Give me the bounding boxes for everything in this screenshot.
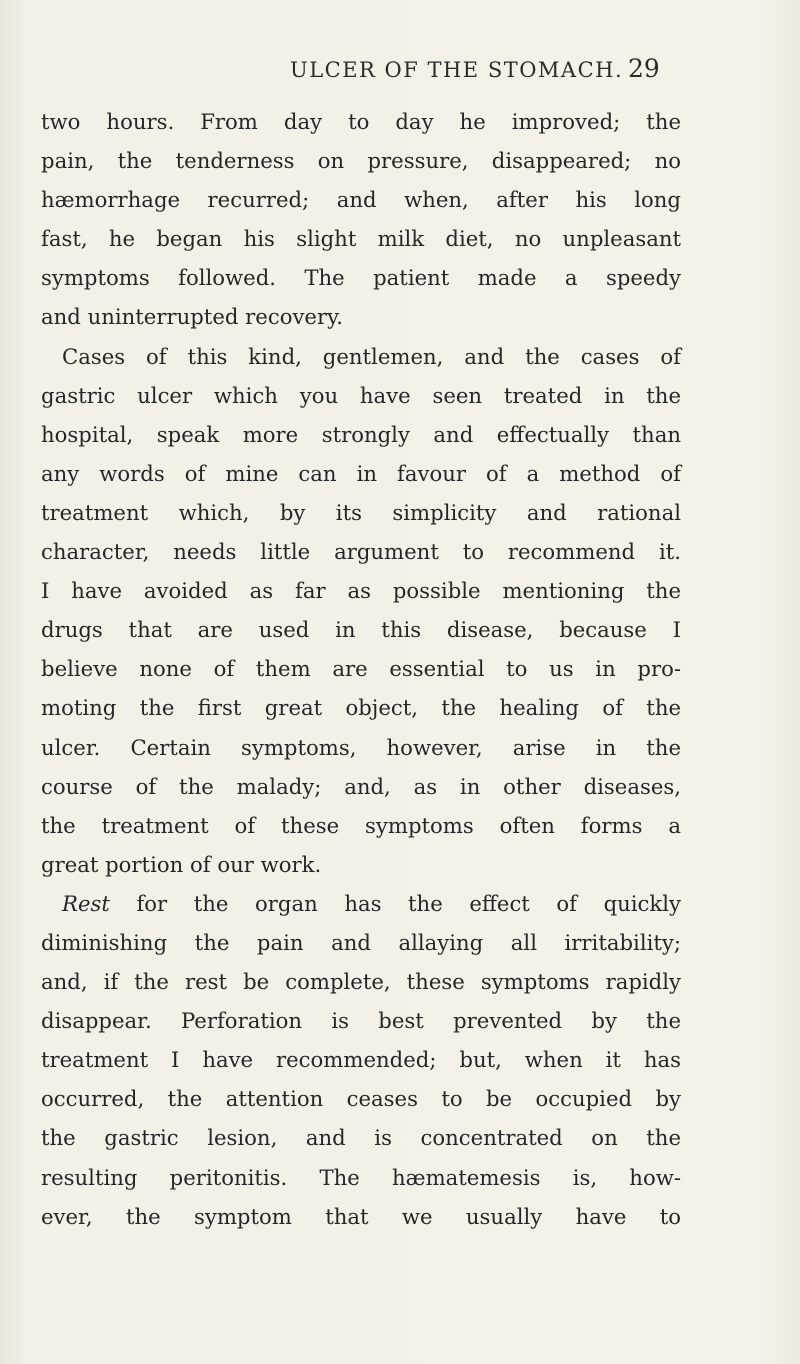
text-line: [41, 884, 681, 923]
text-line: and uninterrupted recovery.: [41, 304, 343, 330]
text-line: hospital, speak more strongly and effectually than: [41, 421, 681, 447]
page-header: [0, 52, 800, 92]
text-line: ulcer. Certain symptoms, however, arise in the: [41, 734, 681, 760]
text-line: disappear. Perforation is best prevented by the: [41, 1008, 681, 1034]
text-line: believe none of them are essential to us in pro-: [41, 656, 681, 682]
text-line: hæmorrhage recurred; and when, after his long: [41, 187, 681, 213]
text-line: the gastric lesion, and is concentrated on the: [41, 1125, 681, 1151]
text-line-rest: for the organ has the effect of quickly: [109, 890, 681, 916]
text-line: diminishing the pain and allaying all irritability;: [41, 929, 681, 955]
text-line: course of the malady; and, as in other diseases,: [41, 773, 681, 799]
text-line: and, if the rest be complete, these symptoms rapidly: [41, 969, 681, 995]
text-line: fast, he began his slight milk diet, no unpleasant: [41, 226, 681, 252]
text-line: occurred, the attention ceases to be occupied by: [41, 1086, 681, 1112]
text-line: the treatment of these symptoms often forms a: [41, 812, 681, 838]
text-line: treatment I have recommended; but, when it has: [41, 1047, 681, 1073]
running-title: ULCER OF THE STOMACH.: [290, 58, 624, 82]
text-line: two hours. From day to day he improved; the: [41, 109, 681, 134]
page-number: 29: [628, 54, 660, 83]
text-line: great portion of our work.: [41, 851, 322, 877]
text-line: ever, the symptom that we usually have to: [41, 1203, 681, 1229]
text-line: any words of mine can in favour of a method of: [41, 460, 681, 486]
text-line: pain, the tenderness on pressure, disappeared; no: [41, 148, 681, 174]
text-line: I have avoided as far as possible mentioning the: [41, 578, 681, 604]
text-line: moting the first great object, the healing of the: [41, 695, 681, 721]
text-line: drugs that are used in this disease, because I: [41, 617, 681, 643]
text-line: character, needs little argument to recommend it.: [41, 539, 681, 565]
text-line: treatment which, by its simplicity and rational: [41, 499, 681, 525]
text-line: gastric ulcer which you have seen treated in the: [41, 382, 681, 408]
text-line: resulting peritonitis. The hæmatemesis is, how-: [41, 1164, 681, 1190]
italic-lead-word: Rest: [62, 890, 110, 916]
body-text: [41, 102, 681, 1236]
text-line: Cases of this kind, gentlemen, and the cases of: [62, 343, 681, 369]
text-line: symptoms followed. The patient made a speedy: [41, 265, 681, 291]
